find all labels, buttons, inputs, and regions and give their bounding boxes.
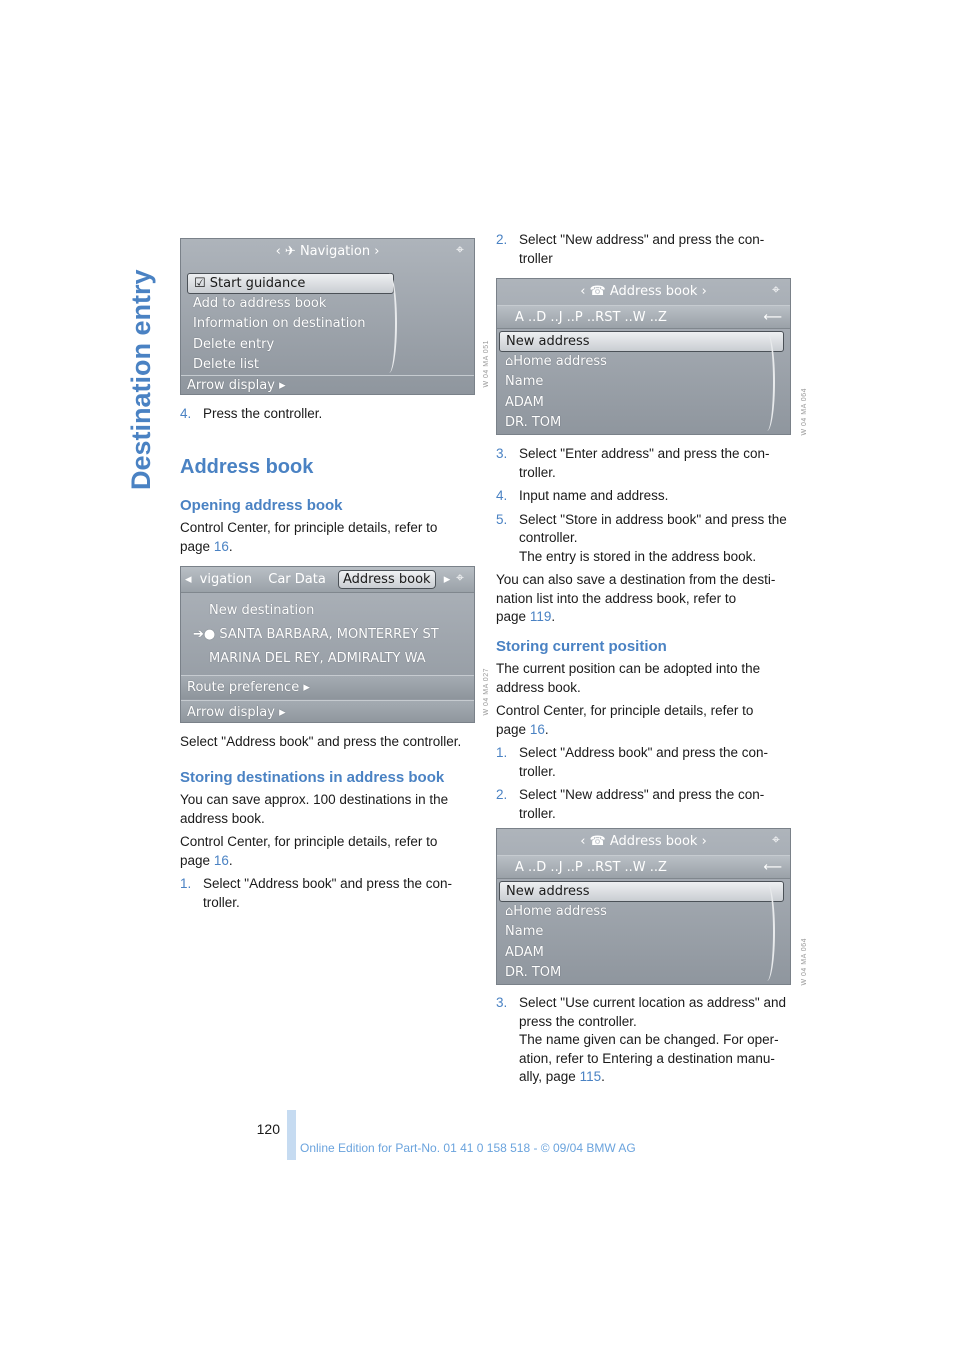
step-4	[180, 405, 475, 424]
figure-code: W 04 MA 064	[801, 938, 808, 986]
step-subtext: The name given can be changed. For oper-ation, refer to Entering a destination manu-ally, page	[519, 1032, 779, 1084]
step-number: 1.	[180, 876, 192, 891]
screen-title-bar	[497, 829, 790, 855]
step-text: Select "Address book" and press the con-troller.	[203, 876, 452, 910]
tab-bar	[181, 567, 474, 593]
page-number: 120	[256, 1121, 280, 1137]
step-text: Input name and address.	[519, 488, 669, 503]
destination-item[interactable]	[187, 623, 468, 647]
screen-title: Address book	[609, 284, 698, 299]
route-preference-label: Route preference	[187, 680, 300, 695]
chevron-left-icon: ‹	[275, 244, 285, 259]
current-position-text: The current position can be adopted into the address book.	[496, 661, 761, 695]
step-2	[496, 786, 791, 823]
scroll-arc	[381, 273, 397, 373]
arrow-display-row[interactable]	[181, 700, 474, 723]
menu-item-information[interactable]: Information on destination	[193, 316, 366, 331]
page-link-119[interactable]: 119	[529, 609, 552, 624]
new-address-item[interactable]: New address	[499, 881, 784, 902]
step-2	[496, 231, 791, 268]
menu-item-start-guidance[interactable]	[187, 273, 394, 294]
step-5	[496, 511, 791, 567]
address-book-screen-2	[496, 828, 791, 985]
address-entry[interactable]: Name	[505, 374, 544, 389]
address-list	[499, 881, 784, 984]
menu-item-delete-list[interactable]: Delete list	[193, 357, 259, 372]
arrow-icon: ➔●	[193, 627, 216, 642]
home-address-label: Home address	[513, 903, 607, 919]
chevron-left-icon: ‹	[580, 834, 590, 849]
step-text: Select "New address" and press the con-troller.	[519, 787, 765, 821]
new-address-item[interactable]: New address	[499, 331, 784, 352]
step-subtext: The entry is stored in the address book.	[519, 548, 757, 564]
step-1	[496, 744, 791, 781]
menu-item-add-to-address-book[interactable]: Add to address book	[193, 295, 327, 311]
arrow-right-icon: ▸	[279, 378, 286, 393]
scroll-arc	[759, 333, 775, 431]
figure-code: W 04 MA 064	[801, 388, 808, 436]
step-3: 3. Select "Use current location as address" and press the controller. The name given can be changed. For oper-ation, refer to Entering a destination manu-ally, page 115.	[496, 995, 786, 1084]
tab-car-data[interactable]: Car Data	[268, 572, 326, 587]
screen-title: Navigation	[299, 244, 371, 259]
backspace-icon[interactable]: ⟵	[763, 860, 782, 875]
home-address-label: Home address	[513, 353, 607, 369]
address-list	[499, 331, 784, 434]
step-text: Select "New address" and press the con-troller	[519, 232, 765, 266]
navigation-menu-screen	[180, 238, 475, 395]
arrow-display-label: Arrow display	[187, 705, 275, 720]
arrow-right-icon: ▸	[279, 705, 286, 720]
step-text: Press the controller.	[203, 406, 323, 421]
route-preference-row[interactable]	[181, 675, 474, 699]
checkmark-icon: ☑	[194, 276, 206, 291]
also-save-text: You can also save a destination from the desti-nation list into the address book, refer to page 119.	[496, 572, 776, 624]
new-destination-item[interactable]: New destination	[209, 603, 315, 618]
address-book-tab-screen	[180, 566, 475, 723]
alphabet-bar[interactable]	[497, 305, 790, 329]
edition-bar	[287, 1110, 296, 1160]
menu-corner-icon: ⌖	[456, 570, 464, 586]
chevron-right-icon: ›	[374, 244, 380, 259]
chevron-right-icon: ›	[701, 284, 707, 299]
page-prefix: page	[180, 538, 211, 554]
menu-corner-icon: ⌖	[772, 282, 780, 298]
heading-address-book: Address book	[180, 456, 314, 478]
menu-corner-icon: ⌖	[456, 242, 464, 258]
tab-navigation[interactable]: vigation	[199, 572, 253, 587]
figure-code: W 04 MA 027	[483, 668, 490, 716]
page-prefix: page	[496, 721, 527, 737]
screen-title-bar	[497, 279, 790, 305]
heading-opening-address-book: Opening address book	[180, 497, 343, 514]
tab-address-book[interactable]: Address book	[338, 570, 436, 589]
heading-storing-destinations: Storing destinations in address book	[180, 769, 445, 786]
home-address-item[interactable]	[499, 902, 784, 923]
step-number: 5.	[496, 511, 508, 527]
address-book-screen	[496, 278, 791, 435]
alphabet-bar[interactable]	[497, 855, 790, 879]
heading-storing-current-position: Storing current position	[496, 638, 667, 655]
address-entry[interactable]: ADAM	[505, 944, 544, 960]
step-text: Select "Store in address book" and press the controller.	[519, 511, 787, 545]
step-1	[180, 875, 480, 912]
alphabet-label: A ..D ..J ..P ..RST ..W ..Z	[515, 310, 667, 325]
menu-list	[187, 273, 394, 376]
home-address-item[interactable]	[499, 352, 784, 373]
step-number: 4.	[496, 488, 508, 503]
current-cc-body: Control Center, for principle details, refer to	[496, 703, 754, 718]
opening-text-body: Control Center, for principle details, refer to	[180, 520, 438, 535]
step-text: Select "Address book" and press the con-troller.	[519, 745, 768, 779]
address-entry[interactable]: DR. TOM	[505, 415, 562, 430]
figure-code: W 04 MA 051	[483, 340, 490, 388]
address-entry[interactable]: Name	[505, 924, 544, 939]
storing-text-1: You can save approx. 100 destinations in the address book.	[180, 792, 449, 826]
menu-item-delete-entry[interactable]: Delete entry	[193, 336, 275, 352]
edition-text: Online Edition for Part-No. 01 41 0 158 518 - © 09/04 BMW AG	[300, 1141, 636, 1155]
step-4	[496, 487, 791, 506]
page-link-16[interactable]: 16	[213, 538, 229, 554]
step-number: 3.	[496, 995, 508, 1010]
step-number: 4.	[180, 406, 192, 421]
navigation-icon: ✈	[284, 244, 300, 259]
arrow-right-icon: ▸	[303, 680, 310, 695]
step-3	[496, 445, 791, 482]
page-link-16[interactable]: 16	[213, 852, 229, 868]
chevron-right-icon: ›	[701, 834, 707, 849]
address-entry[interactable]: ADAM	[505, 394, 544, 410]
page-prefix: page	[496, 609, 527, 624]
section-title-text: Destination entry	[126, 269, 156, 490]
address-book-icon: ☎	[589, 834, 610, 849]
step-number: 2.	[496, 232, 508, 247]
address-entry[interactable]: DR. TOM	[505, 965, 562, 980]
menu-corner-icon: ⌖	[772, 832, 780, 848]
home-icon: ⌂	[505, 903, 514, 919]
arrow-display-label: Arrow display	[187, 378, 275, 393]
step-number: 1.	[496, 745, 508, 760]
step-text: Select "Use current location as address" and press the controller.	[519, 995, 786, 1029]
storing-text-body: Control Center, for principle details, refer to	[180, 834, 438, 849]
storing-text-2: Control Center, for principle details, refer to page 16.	[180, 834, 438, 868]
step-number: 2.	[496, 787, 508, 802]
step-text: Select "Enter address" and press the con-troller.	[519, 446, 770, 480]
page-link-16[interactable]: 16	[529, 721, 545, 737]
alphabet-label: A ..D ..J ..P ..RST ..W ..Z	[515, 860, 667, 875]
screen-title-bar	[181, 239, 474, 265]
destination-label: SANTA BARBARA, MONTERREY ST	[219, 627, 439, 642]
page-link-115[interactable]: 115	[579, 1069, 602, 1084]
current-cc-text: Control Center, for principle details, refer to page 16.	[496, 703, 754, 737]
arrow-display-row[interactable]	[181, 375, 474, 395]
chevron-left-icon: ◂	[185, 572, 192, 587]
backspace-icon[interactable]: ⟵	[763, 310, 782, 325]
menu-item-label: Start guidance	[209, 276, 306, 291]
home-icon: ⌂	[505, 353, 514, 369]
step-number: 3.	[496, 446, 508, 461]
select-address-book-text: Select "Address book" and press the controller.	[180, 734, 462, 749]
destination-item[interactable]: MARINA DEL REY, ADMIRALTY WA	[209, 651, 426, 666]
address-book-icon: ☎	[589, 284, 610, 299]
section-title	[126, 230, 156, 490]
opening-text: Control Center, for principle details, refer to page 16.	[180, 520, 438, 554]
scroll-arc	[759, 883, 775, 981]
screen-title: Address book	[609, 834, 698, 849]
chevron-right-icon: ▸	[443, 572, 451, 587]
page-prefix: page	[180, 852, 211, 868]
destination-list	[187, 599, 468, 671]
chevron-left-icon: ‹	[580, 284, 590, 299]
also-text-body: You can also save a destination from the desti-nation list into the address book, refer to	[496, 572, 776, 606]
